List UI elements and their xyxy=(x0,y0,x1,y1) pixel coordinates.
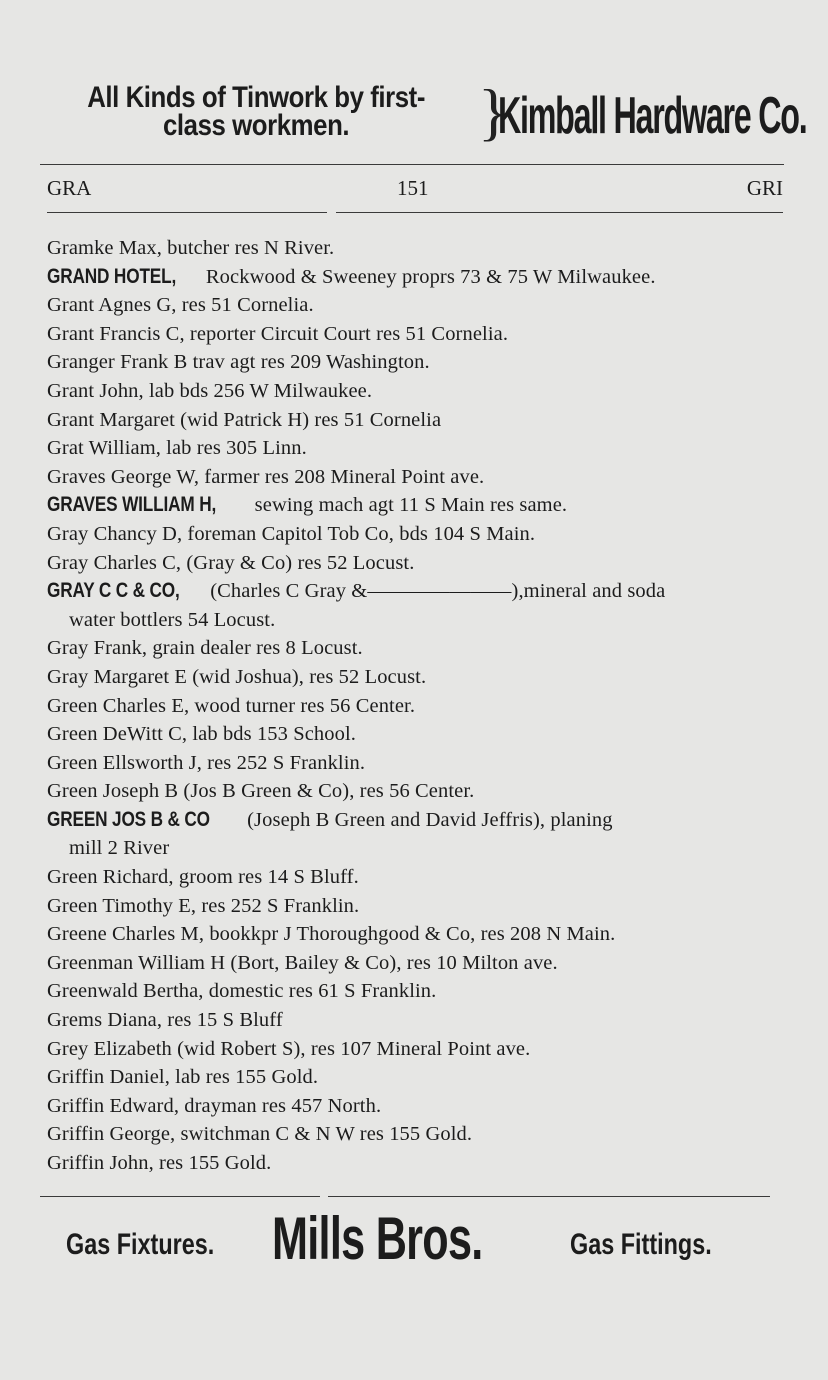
entry-text: Gray Charles C, (Gray & Co) res 52 Locust. xyxy=(47,551,415,574)
entry-text: Griffin John, res 155 Gold. xyxy=(47,1152,272,1174)
directory-entry xyxy=(47,663,787,692)
directory-entry xyxy=(47,1063,787,1092)
directory-entry xyxy=(47,863,787,892)
directory-entry xyxy=(47,634,787,663)
directory-entry xyxy=(47,1120,787,1149)
mills-bros-name: Mills Bros. xyxy=(272,1205,483,1272)
entry-text: Gramke Max, butcher res N River. xyxy=(47,237,335,259)
entry-text: (Charles C Gray &———————),mineral and soda xyxy=(204,580,666,603)
entry-text: Graves George W, farmer res 208 Mineral Point ave. xyxy=(47,465,485,488)
entry-text: Greene Charles M, bookkpr J Thoroughgood & Co, res 208 N Main. xyxy=(47,923,616,946)
entry-text: Grant Agnes G, res 51 Cornelia. xyxy=(47,294,314,317)
running-head-rule-left xyxy=(47,212,327,213)
entry-text: Green DeWitt C, lab bds 153 School. xyxy=(47,723,356,746)
directory-entry xyxy=(47,806,787,835)
running-head xyxy=(47,176,783,202)
directory-entry xyxy=(47,692,787,721)
directory-entry xyxy=(47,520,787,549)
directory-entry xyxy=(47,720,787,749)
entry-text: sewing mach agt 11 S Main res same. xyxy=(249,494,568,517)
running-head-rule-right xyxy=(336,212,783,213)
directory-entry xyxy=(47,1149,787,1178)
guide-word-right: GRI xyxy=(746,176,783,200)
entry-bold-name: GRAND HOTEL, xyxy=(47,264,177,288)
entry-text: Grant John, lab bds 256 W Milwaukee. xyxy=(47,379,373,402)
directory-entry xyxy=(47,1035,787,1064)
directory-entry xyxy=(47,549,787,578)
entry-text: Gray Margaret E (wid Joshua), res 52 Locust. xyxy=(47,665,427,688)
entry-text: (Joseph B Green and David Jeffris), planing xyxy=(241,808,613,831)
directory-entry xyxy=(47,892,787,921)
tinwork-line-2: class workmen. xyxy=(163,109,350,142)
entry-text: water bottlers 54 Locust. xyxy=(69,608,276,631)
directory-entry xyxy=(47,977,787,1006)
footer-advertisement xyxy=(40,1205,788,1278)
entry-text: Greenwald Bertha, domestic res 61 S Franklin. xyxy=(47,980,437,1003)
header-advertisement xyxy=(40,76,807,156)
directory-entry xyxy=(47,949,787,978)
directory-entry xyxy=(47,320,787,349)
entry-text: Granger Frank B trav agt res 209 Washington. xyxy=(47,351,430,374)
brace-glyph: } xyxy=(478,76,509,147)
entry-text: Green Ellsworth J, res 252 S Franklin. xyxy=(47,751,366,774)
entry-text: Griffin Edward, drayman res 457 North. xyxy=(47,1094,382,1117)
entry-bold-name: GRAY C C & CO, xyxy=(47,579,180,603)
directory-entry xyxy=(47,348,787,377)
entry-text: mill 2 River xyxy=(69,837,170,860)
entry-text: Grems Diana, res 15 S Bluff xyxy=(47,1009,283,1032)
footer-rule-left xyxy=(40,1196,320,1197)
entry-text: Rockwood & Sweeney proprs 73 & 75 W Milwaukee. xyxy=(200,265,656,288)
entry-text: Green Timothy E, res 252 S Franklin. xyxy=(47,894,360,917)
directory-entries xyxy=(47,234,787,1178)
kimball-hardware-name: Kimball Hardware Co. xyxy=(498,87,807,145)
guide-word-left: GRA xyxy=(47,176,92,200)
gas-fittings-text: Gas Fittings. xyxy=(570,1228,712,1261)
entry-bold-name: GREEN JOS B & CO xyxy=(47,807,210,831)
entry-text: Griffin Daniel, lab res 155 Gold. xyxy=(47,1066,319,1089)
directory-entry xyxy=(47,749,787,778)
directory-entry xyxy=(47,377,787,406)
entry-text: Griffin George, switchman C & N W res 155 Gold. xyxy=(47,1123,473,1146)
entry-text: Green Charles E, wood turner res 56 Center. xyxy=(47,694,416,717)
entry-text: Green Richard, groom res 14 S Bluff. xyxy=(47,866,359,889)
directory-entry xyxy=(47,263,787,292)
directory-entry xyxy=(47,463,787,492)
entry-text: Green Joseph B (Jos B Green & Co), res 56 Center. xyxy=(47,780,475,803)
entry-text: Grant Francis C, reporter Circuit Court res 51 Cornelia. xyxy=(47,322,509,345)
directory-entry xyxy=(47,234,787,263)
header-rule xyxy=(40,164,784,165)
directory-entry xyxy=(47,777,787,806)
entry-text: Gray Chancy D, foreman Capitol Tob Co, bds 104 S Main. xyxy=(47,522,536,545)
tinwork-line-1: All Kinds of Tinwork by first- xyxy=(87,81,426,114)
entry-text: Greenman William H (Bort, Bailey & Co), res 10 Milton ave. xyxy=(47,951,558,974)
footer-rule-right xyxy=(328,1196,770,1197)
entry-text: Gray Frank, grain dealer res 8 Locust. xyxy=(47,637,363,660)
gas-fixtures-text: Gas Fixtures. xyxy=(66,1228,215,1261)
directory-entry-continuation xyxy=(47,606,787,635)
entry-bold-name: GRAVES WILLIAM H, xyxy=(47,493,217,517)
directory-entry xyxy=(47,491,787,520)
directory-entry xyxy=(47,434,787,463)
directory-entry xyxy=(47,406,787,435)
tinwork-ad-text xyxy=(54,81,458,142)
directory-entry xyxy=(47,1006,787,1035)
directory-entry xyxy=(47,577,787,606)
page-number: 151 xyxy=(397,176,429,200)
directory-entry xyxy=(47,1092,787,1121)
entry-text: Grey Elizabeth (wid Robert S), res 107 Mineral Point ave. xyxy=(47,1037,531,1060)
entry-text: Grant Margaret (wid Patrick H) res 51 Cornelia xyxy=(47,408,442,431)
directory-entry xyxy=(47,920,787,949)
directory-entry-continuation xyxy=(47,834,787,863)
directory-entry xyxy=(47,291,787,320)
entry-text: Grat William, lab res 305 Linn. xyxy=(47,437,307,460)
